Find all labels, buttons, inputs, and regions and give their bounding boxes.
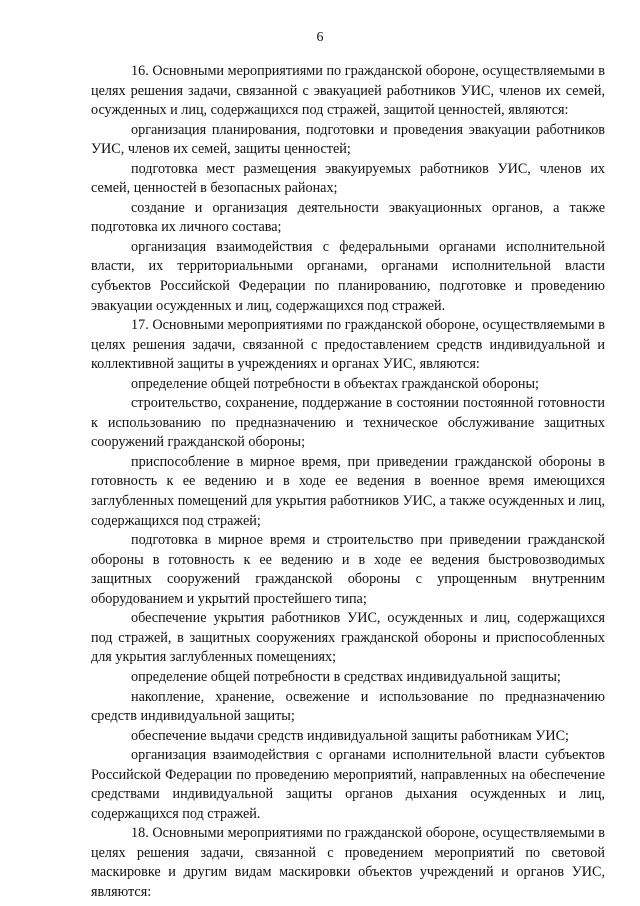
paragraph-item: обеспечение укрытия работников УИС, осужденных и лиц, содержащихся под стражей, в защитных сооружениях гражданской обороны и приспособленных для укрытия заглубленных помещениях; — [91, 610, 605, 666]
paragraph-item: строительство, сохранение, поддержание в состоянии постоянной готовности к использованию по предназначению и техническое обслуживание защитных сооружений гражданской обороны; — [91, 395, 605, 451]
paragraph-18-intro: 18. Основными мероприятиями по гражданской обороне, осуществляемыми в целях решения задачи, связанной с проведением мероприятий по световой маскировке и другим видам маскировки объектов учреждений и органов УИС, являются: — [91, 825, 605, 900]
paragraph-item: накопление, хранение, освежение и использование по предназначению средств индивидуальной защиты; — [91, 688, 605, 725]
paragraph-item: приспособление в мирное время, при приведении гражданской обороны в готовность к ее ведению и в ходе ее ведения в военное время имеющихся заглубленных помещений для укрытия работников УИС, а также осужденных и лиц, содержащихся под стражей; — [91, 453, 605, 529]
page-number: 6 — [316, 30, 324, 45]
paragraph-item: организация взаимодействия с органами исполнительной власти субъектов Российской Федерации по проведению мероприятий, направленных на обеспечение средствами индивидуальной защиты органов дыхания осужденных и лиц, содержащихся под стражей. — [91, 747, 605, 822]
paragraph-item: определение общей потребности в средствах индивидуальной защиты; — [131, 668, 561, 685]
paragraph-item: подготовка в мирное время и строительство при приведении гражданской обороны в готовность к ее ведению и в ходе ее ведения быстровозводимых защитных сооружений гражданской обороны с упрощенным внутренним оборудованием и укрытий простейшего типа; — [91, 532, 605, 607]
document-body — [91, 62, 605, 903]
paragraph-item: организация планирования, подготовки и проведения эвакуации работников УИС, членов их семей, защиты ценностей; — [91, 121, 605, 158]
paragraph-item: определение общей потребности в объектах гражданской обороны; — [131, 375, 539, 392]
paragraph-item: организация взаимодействия с федеральными органами исполнительной власти, их территориальными органами, органами исполнительной власти субъектов Российской Федерации по планированию, подготовке и проведению эвакуации осужденных и лиц, содержащихся под стражей. — [91, 238, 605, 314]
paragraph-17-intro: 17. Основными мероприятиями по гражданской обороне, осуществляемыми в целях решения задачи, связанной с предоставлением средств индивидуальной и коллективной защиты в учреждениях и органах УИС, являются: — [91, 317, 605, 373]
paragraph-item: обеспечение выдачи средств индивидуальной защиты работникам УИС; — [131, 727, 569, 744]
paragraph-item: подготовка мест размещения эвакуируемых работников УИС, членов их семей, ценностей в безопасных районах; — [91, 160, 605, 197]
paragraph-16-intro: 16. Основными мероприятиями по гражданской обороне, осуществляемыми в целях решения задачи, связанной с эвакуацией работников УИС, членов их семей, осужденных и лиц, содержащихся под стражей, защитой ценностей, являются: — [91, 63, 605, 119]
paragraph-item: создание и организация деятельности эвакуационных органов, а также подготовка их личного состава; — [91, 199, 605, 236]
